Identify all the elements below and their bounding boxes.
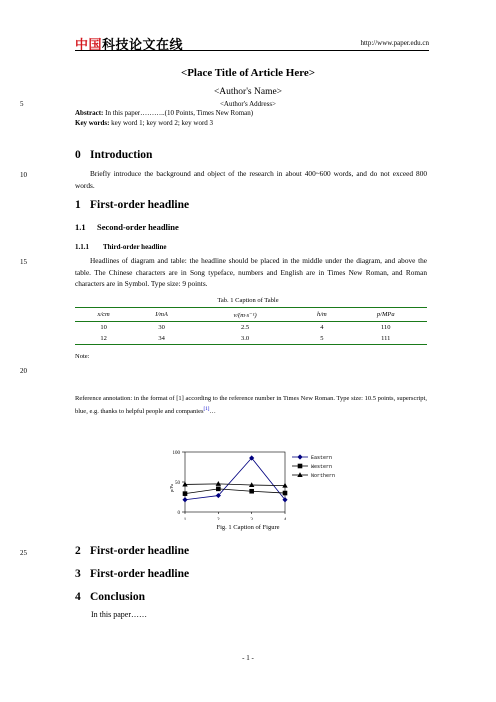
figure-caption: Fig. 1 Caption of Figure <box>216 524 280 531</box>
reference-annotation: Reference annotation: in the format of [1] according to the reference number in Times New Roman. Type size: 10.5 points, superscript, blue, e.g. thanks to helpful people and companies[1]… <box>75 395 427 416</box>
table-caption: Tab. 1 Caption of Table <box>217 297 279 304</box>
table-header-cell: x/cm <box>75 308 132 322</box>
series-line-western <box>185 489 285 494</box>
table-header-cell: I/mA <box>132 308 191 322</box>
x-tick-label <box>217 518 220 520</box>
data-point-western <box>183 491 188 496</box>
table-header-cell: p/MPa <box>345 308 427 322</box>
table-cell: 12 <box>75 333 132 345</box>
data-table <box>75 307 427 345</box>
journal-url[interactable]: http://www.paper.edu.cn <box>360 39 429 47</box>
table-header-cell: h/m <box>299 308 344 322</box>
data-point-eastern <box>182 497 187 502</box>
series-line-northern <box>185 484 285 486</box>
line-number: 10 <box>20 171 27 179</box>
y-tick-label: 0 <box>177 511 180 516</box>
conclusion-text: In this paper…… <box>91 610 147 619</box>
data-point-northern <box>216 481 221 486</box>
series-line-eastern <box>185 458 285 500</box>
table-cell: 111 <box>345 333 427 345</box>
reference-marker[interactable]: [1] <box>203 407 210 412</box>
header-divider <box>75 50 429 51</box>
heading-section-1-1-1: 1.1.1 Third-order headline <box>75 243 167 251</box>
table-header-cell: v/(m·s⁻¹) <box>191 308 299 322</box>
author-address: <Author's Address> <box>219 100 277 108</box>
table-cell: 4 <box>320 324 324 331</box>
abstract: Abstract: In this paper………..(10 Points, Times New Roman) <box>75 109 254 117</box>
table-row <box>75 322 427 334</box>
line-number: 5 <box>20 100 24 108</box>
heading-section-3: 3 First-order headline <box>75 568 190 580</box>
legend-marker <box>297 454 302 459</box>
table-cell: 34 <box>132 333 191 345</box>
table-cell: 10 <box>100 324 107 331</box>
table-cell: 2.5 <box>241 324 250 331</box>
legend-marker <box>298 464 303 469</box>
article-title: <Place Title of Article Here> <box>180 67 316 79</box>
table-cell: 5 <box>299 333 344 345</box>
table-cell: 110 <box>381 324 391 331</box>
heading-introduction: 0 Introduction <box>75 149 153 161</box>
data-point-western <box>249 489 254 494</box>
heading-section-1: 1 First-order headline <box>75 199 190 211</box>
y-tick-label: 100 <box>172 451 180 456</box>
journal-brand: 中国科技论文在线 <box>75 38 184 53</box>
data-point-western <box>283 491 288 496</box>
line-number: 25 <box>20 549 27 557</box>
table-cell: 3.0 <box>191 333 299 345</box>
line-number: 20 <box>20 367 27 375</box>
table-header-row <box>75 308 427 322</box>
section-1-1-1-text: Headlines of diagram and table: the headline should be placed in the middle under the diagram, and above the table. The Chinese characters are in Song typeface, numbers and English are in Times New Roman, and Roman characters are in Symbol. Type size: 9 points. <box>75 256 427 289</box>
plot-frame <box>185 452 285 512</box>
introduction-text: Briefly introduce the background and object of the research in about 400~600 words, and do not exceed 800 words. <box>75 169 427 190</box>
table-note: Note: <box>75 353 90 360</box>
x-tick-label <box>250 518 253 520</box>
heading-section-2: 2 First-order headline <box>75 545 190 557</box>
line-number: 15 <box>20 258 27 266</box>
x-tick-label <box>184 518 187 520</box>
keywords: Key words: key word 1; key word 2; key word 3 <box>75 119 214 127</box>
y-axis-label: p/Pa <box>169 483 174 493</box>
table-row <box>75 333 427 345</box>
heading-conclusion: 4 Conclusion <box>75 591 145 603</box>
line-chart <box>160 440 340 520</box>
y-tick-label: 50 <box>175 481 180 486</box>
legend-label: Northern <box>311 473 336 479</box>
legend-label: Eastern <box>311 455 333 461</box>
table-cell: 30 <box>158 324 165 331</box>
data-point-western <box>216 487 221 492</box>
author-name: <Author's Name> <box>213 87 283 97</box>
page-number: - 1 - <box>242 654 254 662</box>
legend-label: Western <box>311 464 333 470</box>
x-tick-label <box>284 518 287 520</box>
heading-section-1-1: 1.1 Second-order headline <box>75 222 179 232</box>
